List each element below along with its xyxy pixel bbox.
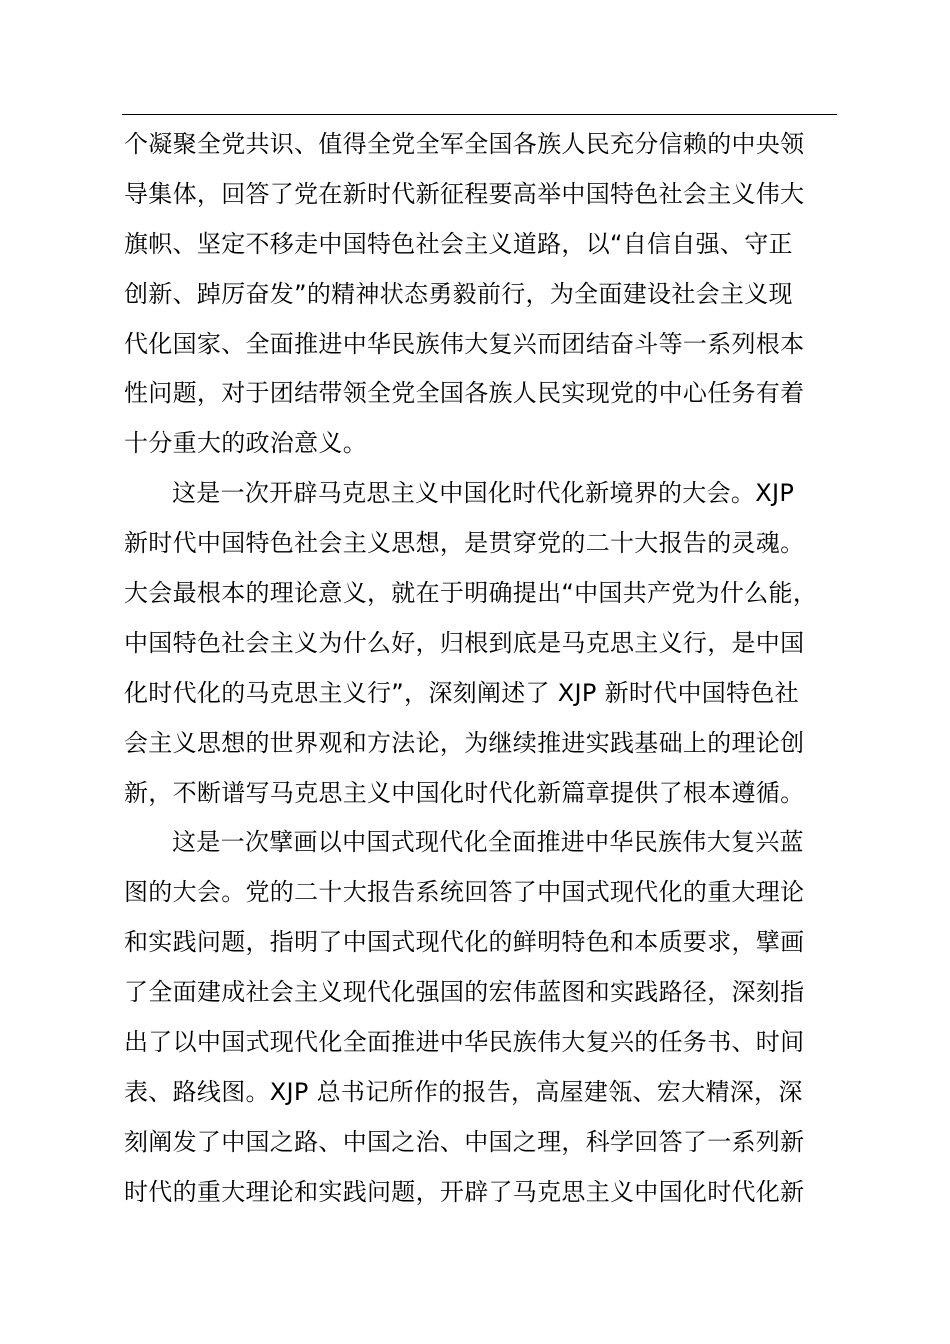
text-line: 导集体，回答了党在新时代新征程要高举中国特色社会主义伟大 <box>124 179 805 208</box>
text-line: 化时代化的马克思主义行”，深刻阐述了 XJP 新时代中国特色社 <box>124 678 799 707</box>
text-line: 时代的重大理论和实践问题，开辟了马克思主义中国化时代化新 <box>124 1177 805 1206</box>
body-text <box>124 120 884 1218</box>
text-line: 十分重大的政治意义。 <box>124 429 367 458</box>
text-line: 和实践问题，指明了中国式现代化的鲜明特色和本质要求，擘画 <box>124 928 805 957</box>
text-line: 了全面建成社会主义现代化强国的宏伟蓝图和实践路径，深刻指 <box>124 978 805 1007</box>
text-line: 出了以中国式现代化全面推进中华民族伟大复兴的任务书、时间 <box>124 1028 805 1057</box>
text-line: 创新、踔厉奋发”的精神状态勇毅前行，为全面建设社会主义现 <box>124 279 793 308</box>
text-line: 刻阐发了中国之路、中国之治、中国之理，科学回答了一系列新 <box>124 1127 805 1156</box>
paragraph-marxism <box>124 469 884 818</box>
text-line: 个凝聚全党共识、值得全党全军全国各族人民充分信赖的中央领 <box>124 130 805 158</box>
text-line: 新，不断谱写马克思主义中国化时代化新篇章提供了根本遵循。 <box>124 778 805 807</box>
paragraph-leadership <box>124 120 884 469</box>
text-line: 大会最根本的理论意义，就在于明确提出“中国共产党为什么能， <box>124 579 818 608</box>
text-line: 性问题，对于团结带领全党全国各族人民实现党的中心任务有着 <box>124 379 805 408</box>
text-line: 表、路线图。XJP 总书记所作的报告，高屋建瓴、宏大精深，深 <box>124 1077 803 1106</box>
text-line: 新时代中国特色社会主义思想，是贯穿党的二十大报告的灵魂。 <box>124 529 805 558</box>
paragraph-modernization <box>124 818 884 1217</box>
text-line: 会主义思想的世界观和方法论，为继续推进实践基础上的理论创 <box>124 728 805 757</box>
text-line: 图的大会。党的二十大报告系统回答了中国式现代化的重大理论 <box>124 878 805 907</box>
text-line: 这是一次开辟马克思主义中国化时代化新境界的大会。XJP <box>172 479 795 508</box>
text-line: 代化国家、全面推进中华民族伟大复兴而团结奋斗等一系列根本 <box>124 329 805 358</box>
text-line: 旗帜、坚定不移走中国特色社会主义道路，以“自信自强、守正 <box>124 229 793 258</box>
text-line: 中国特色社会主义为什么好，归根到底是马克思主义行，是中国 <box>124 628 805 657</box>
text-line: 这是一次擘画以中国式现代化全面推进中华民族伟大复兴蓝 <box>172 828 804 857</box>
header-rule <box>122 114 837 115</box>
